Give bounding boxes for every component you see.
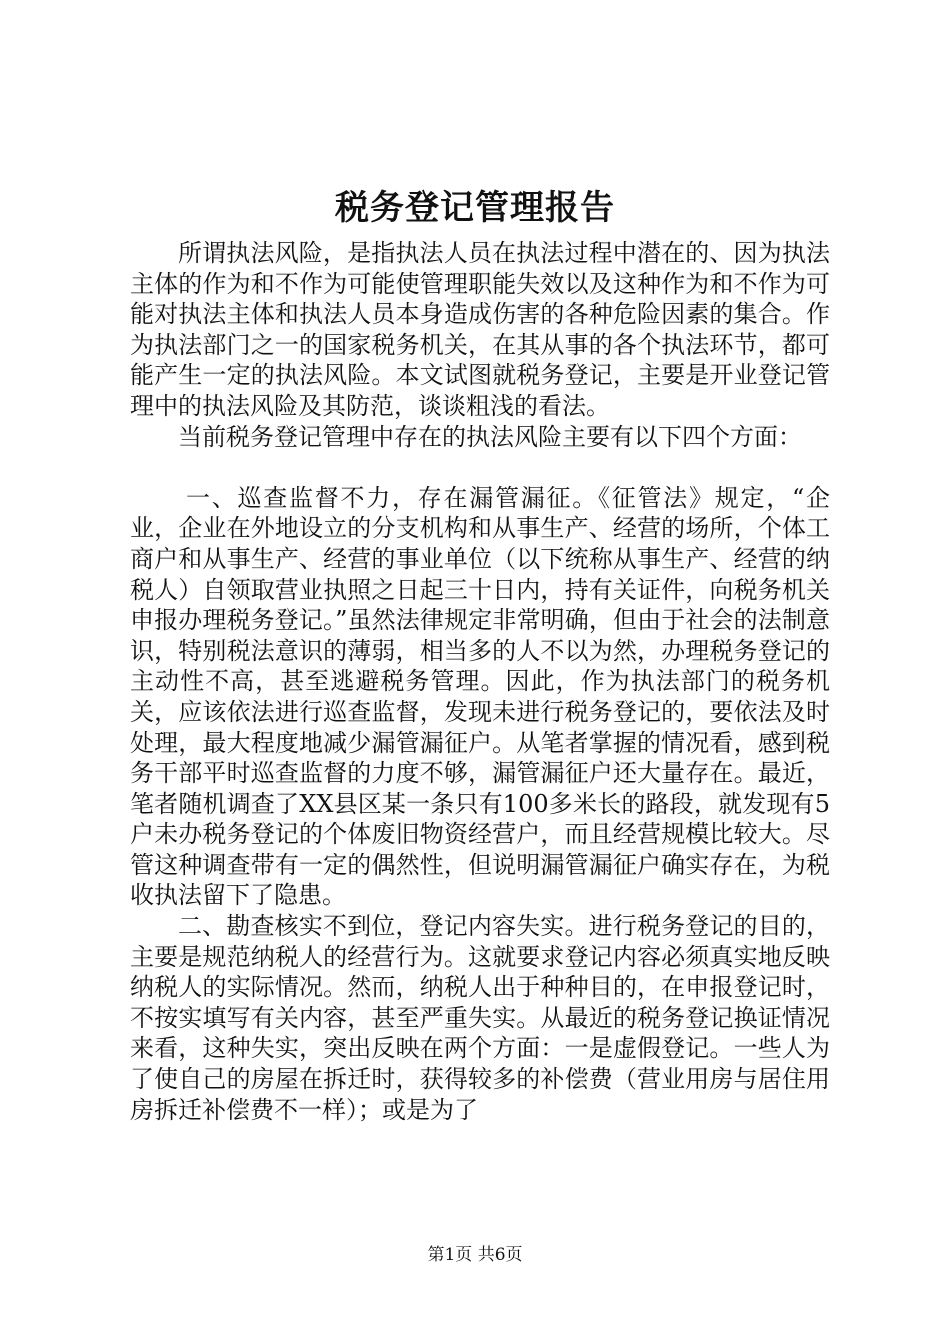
paragraph-section-one: 一、巡查监督不力，存在漏管漏征。《征管法》规定，“企业，企业在外地设立的分支机构和从事生产、经营的场所，个体工商户和从事生产、经营的事业单位（以下统称从事生产、经营的纳税人）自领取营业执照之日起三十日内，持有关证件，向税务机关申报办理税务登记。”虽然法律规定非常明确，但由于社会的法制意识，特别税法意识的薄弱，相当多的人不以为然，办理税务登记的主动性不高，甚至逃避税务管理。因此，作为执法部门的税务机关，应该依法进行巡查监督，发现未进行税务登记的，要依法及时处理，最大程度地减少漏管漏征户。从笔者掌握的情况看，感到税务干部平时巡查监督的力度不够，漏管漏征户还大量存在。最近，笔者随机调查了XX县区某一条只有100多米长的路段，就发现有5户未办税务登记的个体废旧物资经营户，而且经营规模比较大。尽管这种调查带有一定的偶然性，但说明漏管漏征户确实存在，为税收执法留下了隐患。 [130,483,830,910]
paragraph-overview: 当前税务登记管理中存在的执法风险主要有以下四个方面： [178,422,802,451]
page-number-footer: 第1页 共6页 [427,1245,523,1265]
paragraph-intro: 所谓执法风险，是指执法人员在执法过程中潜在的、因为执法主体的作为和不作为可能使管理职能失效以及这种作为和不作为可能对执法主体和执法人员本身造成伤害的各种危险因素的集合。作为执法部门之一的国家税务机关，在其从事的各个执法环节，都可能产生一定的执法风险。本文试图就税务登记，主要是开业登记管理中的执法风险及其防范，谈谈粗浅的看法。 [130,239,830,420]
document-body [130,238,830,1125]
document-title: 税务登记管理报告 [335,188,615,228]
paragraph-section-two: 二、勘查核实不到位，登记内容失实。进行税务登记的目的，主要是规范纳税人的经营行为。这就要求登记内容必须真实地反映纳税人的实际情况。然而，纳税人出于种种目的，在申报登记时，不按实填写有关内容，甚至严重失实。从最近的税务登记换证情况来看，这种失实，突出反映在两个方面：一是虚假登记。一些人为了使自己的房屋在拆迁时，获得较多的补偿费（营业用房与居住用房拆迁补偿费不一样）；或是为了 [130,912,830,1124]
